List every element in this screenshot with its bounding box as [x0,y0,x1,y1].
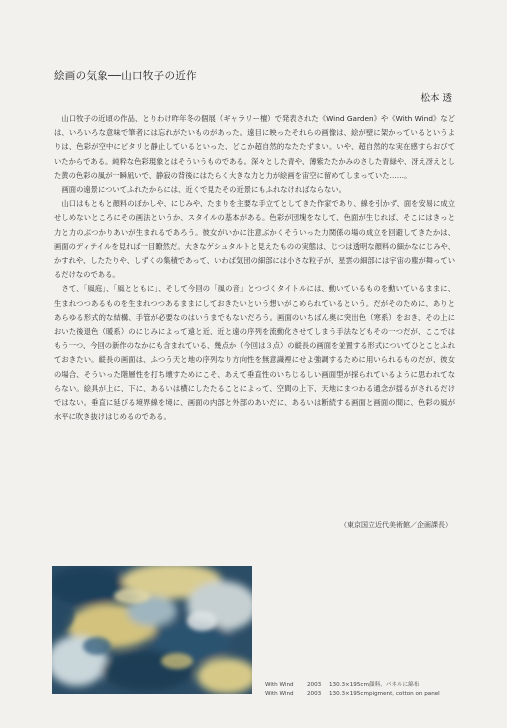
caption-year: 2003 [307,690,322,697]
article-title: 絵画の気象──山口牧子の近作 [54,70,197,82]
paragraph: 山口はもともと顔料のぼかしや、にじみや、たまりを主要な手立てとしてきた作家であり、線を引かず、面を安易に成立せしめないところにその画法というか、スタイルの基本がある。色彩が団塊をなして、色面が生じれば、そこにはきっと力と力のぶつかりあいが生まれるであろう。彼女がいかに注意ぶかくそういった力関係の場の成立を回避してきたかは、画面のディテイルを見れば一目瞭然だ。大きなゲシュタルトと見えたものの実態は、じつは透明な顔料の細かなにじみや、かすれや、したたりや、しずくの集積であって、いわば気団の細部には小さな粒子が、星雲の細部には宇宙の塵が舞っているだけなのである。 [54,199,455,280]
paragraph: さて、「風庭」、「風とともに」、そして今回の「風の音」とつづくタイトルには、動いているものを動いているままに、生まれつつあるものを生まれつつあるままにしておきたいという想いがこめられているという。だがそのために、ありとあらゆる形式的な結構、手管が必要なのはいうまでもないだろう。画面のいちばん奥に突出色（寒系）をおき、その上においた後退色（暖系）のにじみによって遠と近、近と遠の序列を流動化させてしまう手法などもその一つだが、ここではもう一つ、今回の新作のなかにも含まれている、幾点か（今回は３点）の縦長の画面を並置する形式についてひとことふれておきたい。縦長の画面は、ふつう天と地の序列なり方向性を無意識裡にせよ強調するために用いられるものだが、彼女の場合、そういった階層性を打ち壊すためにこそ、あえて垂直性のいちじるしい画面型が採られているように思われてならない。絵具が上に、下に、あるいは横にしたたることによって、空間の上下、天地にまつわる通念が揺るがされるだけではない。垂直に延びる境界線を境に、画面の内部と外部のあいだに、あるいは断続する画面と画面の間に、色彩の風が水平に吹き抜けはじめるのである。 [54,284,455,422]
caption-medium: pigment, cotton on panel [369,690,440,697]
caption-title: With Wind [265,682,294,688]
paragraph: 画面の遠景についてふれたからには、近くで見たその近景にもふれなければならない。 [61,185,346,195]
caption-title: With Wind [265,690,294,697]
caption-row-ja [265,681,440,690]
paragraph: 山口牧子の近頃の作品、とりわけ昨年冬の個展（ギャラリー檀）で発表された《Wind Garden》や《With Wind》などは、いろいろな意味で筆者には忘れがたいものがあった。遠目に映ったそれらの画像は、絵が壁に架かっているというよりは、色彩が空中にピタリと静止しているといった、どこか超自然的なたたずまい。いや、超自然的な実在感すらおびていたからである。純粋な色彩現象とはそういうものである。深々とした青や、薄紫たたかみのさした青緑や、冴え冴えとした黄の色彩の風が一瞬凪いで、静寂の背後にはたらく大きな力と力が絵画を宙空に留めてしまっていた……。 [54,114,455,180]
abstract-painting [52,566,252,694]
author-name: 松本 透 [420,93,452,104]
caption-row-en [265,690,440,699]
caption-size: 130.3×195cm [329,690,369,697]
artwork-captions [265,681,440,698]
caption-year: 2003 [307,682,322,688]
article-body [54,112,455,424]
artwork-image [52,566,252,694]
caption-size: 130.3×195cm [329,682,369,688]
caption-medium: 顔料、パネルに綿布 [369,682,420,688]
author-affiliation: （東京国立近代美術館／企画課長） [340,521,452,529]
